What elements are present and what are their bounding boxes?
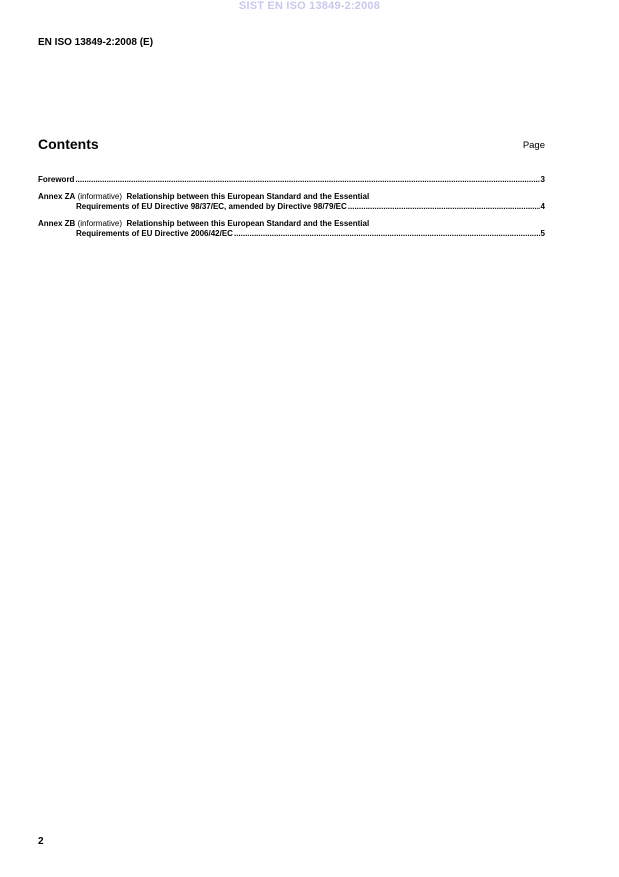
watermark: SIST EN ISO 13849-2:2008 bbox=[238, 0, 381, 12]
contents-heading: Contents bbox=[38, 136, 99, 152]
toc-entry-title-continued[interactable]: Requirements of EU Directive 98/37/EC, amended by Directive 98/79/EC bbox=[76, 202, 347, 211]
page-column-label: Page bbox=[522, 140, 545, 151]
annex-qualifier: (informative) bbox=[77, 192, 123, 201]
annex-label[interactable]: Annex ZA bbox=[38, 192, 76, 201]
dot-leader bbox=[75, 175, 539, 185]
toc-entry-title-continued[interactable]: Requirements of EU Directive 2006/42/EC bbox=[76, 229, 233, 238]
dot-leader bbox=[234, 229, 540, 239]
toc-entry-annex-za[interactable] bbox=[38, 192, 545, 212]
toc-entry-foreword[interactable] bbox=[38, 175, 545, 185]
annex-label[interactable]: Annex ZB bbox=[38, 219, 76, 228]
table-of-contents bbox=[38, 175, 545, 246]
page-number: 2 bbox=[38, 836, 44, 847]
toc-entry-annex-zb[interactable] bbox=[38, 219, 545, 239]
document-id: EN ISO 13849-2:2008 (E) bbox=[38, 37, 154, 48]
toc-entry-title[interactable]: Relationship between this European Standard and the Essential bbox=[126, 219, 370, 228]
toc-page-number[interactable]: 5 bbox=[540, 229, 545, 238]
toc-entry-title[interactable]: Foreword bbox=[38, 175, 75, 184]
toc-page-number[interactable]: 3 bbox=[540, 175, 545, 184]
dot-leader bbox=[348, 202, 540, 212]
annex-qualifier: (informative) bbox=[77, 219, 123, 228]
toc-entry-title[interactable]: Relationship between this European Standard and the Essential bbox=[126, 192, 370, 201]
toc-page-number[interactable]: 4 bbox=[540, 202, 545, 211]
